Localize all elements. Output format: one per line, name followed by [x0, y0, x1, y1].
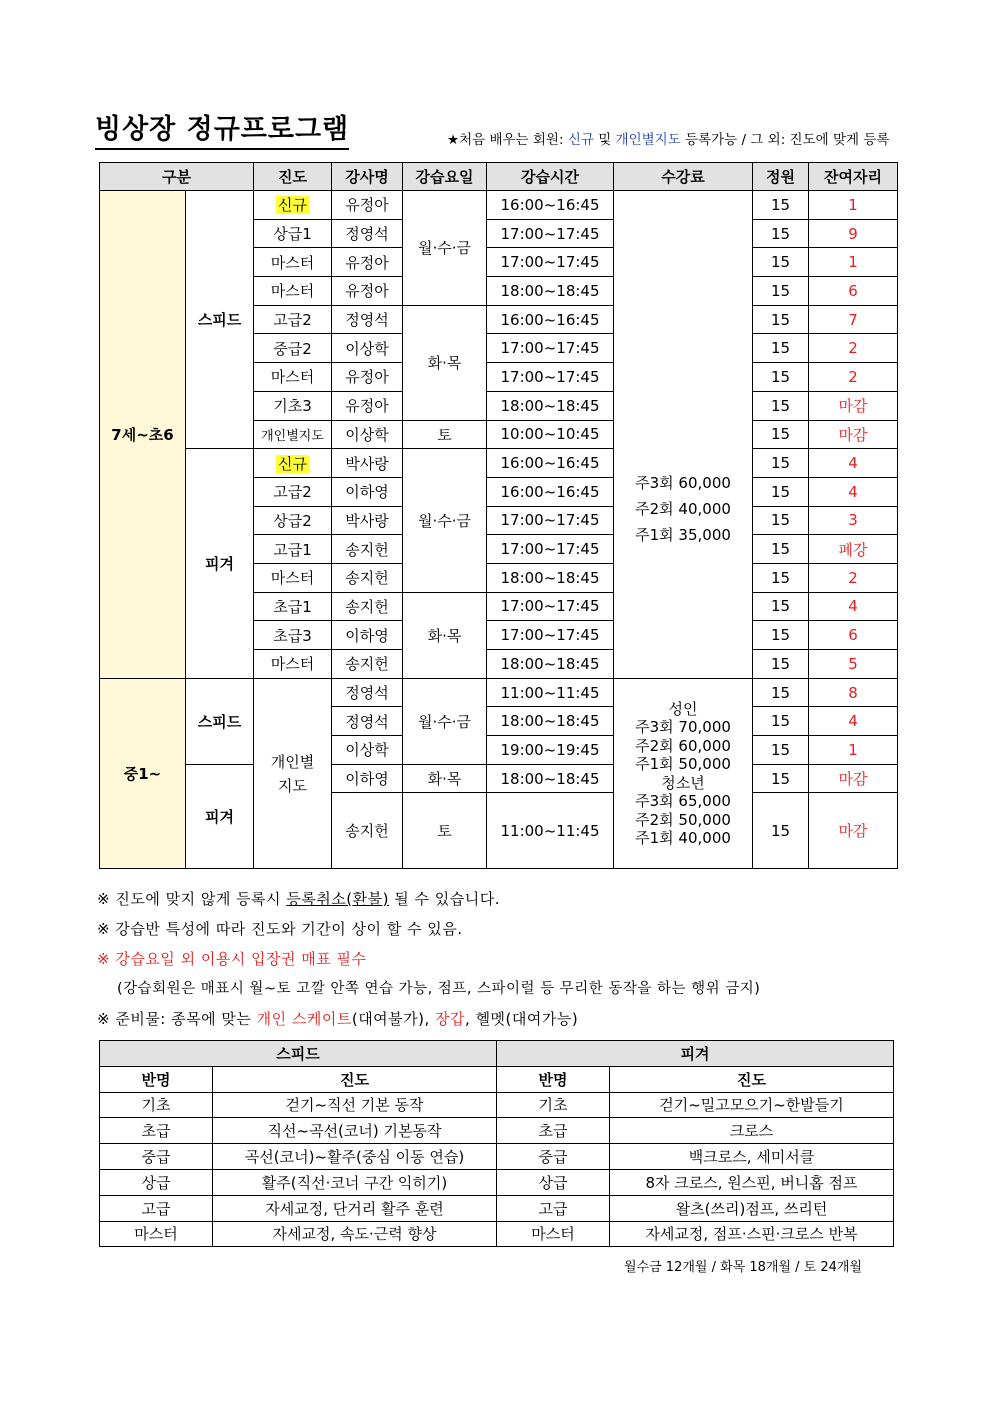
header-teacher: 강사명 [332, 163, 403, 191]
table-header [100, 163, 898, 191]
days-cell: 월·수·금 [403, 191, 487, 306]
time-cell: 18:00~18:45 [487, 563, 614, 592]
note-suffix: 등록가능 / 그 외: 진도에 맞게 등록 [680, 132, 890, 148]
speed-desc: 곡선(코너)~활주(중심 이동 연습) [213, 1144, 497, 1170]
group-figure: 피겨 [186, 449, 254, 679]
remaining-cell: 6 [809, 621, 898, 650]
capacity-cell: 15 [753, 305, 809, 334]
teacher-cell: 송지헌 [332, 592, 403, 621]
note-line [97, 884, 760, 914]
teacher-cell: 정영석 [332, 305, 403, 334]
teacher-cell: 이하영 [332, 764, 403, 793]
table-row [100, 678, 898, 707]
capacity-cell: 15 [753, 334, 809, 363]
teacher-cell: 이상학 [332, 334, 403, 363]
days-cell: 토 [403, 420, 487, 449]
speed-title: 스피드 [100, 1041, 497, 1067]
remaining-cell: 2 [809, 563, 898, 592]
remaining-cell: 4 [809, 449, 898, 478]
header-category: 구분 [100, 163, 254, 191]
days-cell: 월·수·금 [403, 678, 487, 764]
table-row [100, 1169, 894, 1195]
time-cell: 11:00~11:45 [487, 793, 614, 869]
capacity-cell: 15 [753, 391, 809, 420]
group-speed: 스피드 [186, 191, 254, 449]
class-name: 상급 [497, 1169, 610, 1195]
teacher-cell: 유정아 [332, 248, 403, 277]
class-name: 중급 [100, 1144, 213, 1170]
teacher-cell: 송지헌 [332, 650, 403, 679]
level-cell: 상급1 [254, 219, 332, 248]
new-level-highlight: 신규 [278, 196, 307, 215]
fee-youth-title: 청소년 [661, 773, 705, 792]
header-fee: 수강료 [614, 163, 753, 191]
time-cell: 16:00~16:45 [487, 305, 614, 334]
class-name: 초급 [100, 1118, 213, 1144]
table-row [100, 1195, 894, 1221]
capacity-cell: 15 [753, 650, 809, 679]
capacity-cell: 15 [753, 793, 809, 869]
fee-line: 주3회 70,000 [635, 718, 731, 737]
days-cell: 화·목 [403, 764, 487, 793]
remaining-cell: 4 [809, 477, 898, 506]
header-remaining: 잔여자리 [809, 163, 898, 191]
time-cell: 17:00~17:45 [487, 334, 614, 363]
time-cell: 17:00~17:45 [487, 592, 614, 621]
level-cell: 중급2 [254, 334, 332, 363]
time-cell: 19:00~19:45 [487, 736, 614, 765]
time-cell: 17:00~17:45 [487, 219, 614, 248]
capacity-cell: 15 [753, 592, 809, 621]
days-cell: 화·목 [403, 305, 487, 420]
capacity-cell: 15 [753, 621, 809, 650]
table-row [100, 191, 898, 220]
col-level: 진도 [213, 1066, 497, 1092]
level-cell: 초급1 [254, 592, 332, 621]
figure-desc: 자세교정, 점프·스핀·크로스 반복 [610, 1221, 894, 1247]
teacher-cell: 박사랑 [332, 506, 403, 535]
speed-desc: 직선~곡선(코너) 기본동작 [213, 1118, 497, 1144]
class-name: 초급 [497, 1118, 610, 1144]
note-text: 될 수 있습니다. [388, 890, 500, 908]
fee-adult [614, 678, 753, 869]
class-name: 마스터 [100, 1221, 213, 1247]
fee-line: 주3회 60,000 [635, 474, 731, 493]
table-row [100, 1118, 894, 1144]
remaining-cell: 8 [809, 678, 898, 707]
time-cell: 17:00~17:45 [487, 248, 614, 277]
capacity-cell: 15 [753, 707, 809, 736]
capacity-cell: 15 [753, 277, 809, 306]
teacher-cell: 유정아 [332, 363, 403, 392]
level-cell [254, 191, 332, 220]
remaining-cell: 폐강 [809, 535, 898, 564]
time-cell: 18:00~18:45 [487, 277, 614, 306]
capacity-cell: 15 [753, 363, 809, 392]
level-cell: 고급1 [254, 535, 332, 564]
fee-line: 주1회 35,000 [635, 526, 731, 545]
time-cell: 10:00~10:45 [487, 420, 614, 449]
days-cell: 토 [403, 793, 487, 869]
time-cell: 16:00~16:45 [487, 449, 614, 478]
header-time: 강습시간 [487, 163, 614, 191]
time-cell: 11:00~11:45 [487, 678, 614, 707]
teacher-cell: 이하영 [332, 621, 403, 650]
remaining-cell: 3 [809, 506, 898, 535]
class-name: 상급 [100, 1169, 213, 1195]
remaining-cell: 4 [809, 707, 898, 736]
note-text: , 헬멧(대여가능) [465, 1010, 579, 1028]
level-cell: 고급2 [254, 477, 332, 506]
level-cell: 상급2 [254, 506, 332, 535]
fee-adult-title: 성인 [668, 699, 698, 718]
table-row [100, 1221, 894, 1247]
class-name: 중급 [497, 1144, 610, 1170]
registration-note [447, 128, 889, 148]
table-row [100, 764, 898, 793]
capacity-cell: 15 [753, 477, 809, 506]
speed-desc: 활주(직선·코너 구간 익히기) [213, 1169, 497, 1195]
time-cell: 16:00~16:45 [487, 191, 614, 220]
level-cell: 기초3 [254, 391, 332, 420]
time-cell: 18:00~18:45 [487, 650, 614, 679]
fee-line: 주2회 60,000 [635, 736, 731, 755]
header-level: 진도 [254, 163, 332, 191]
fee-line: 주1회 50,000 [635, 755, 731, 774]
table-row [100, 1092, 894, 1118]
figure-desc: 백크로스, 세미서클 [610, 1144, 894, 1170]
teacher-cell: 송지헌 [332, 535, 403, 564]
capacity-cell: 15 [753, 736, 809, 765]
class-name: 마스터 [497, 1221, 610, 1247]
notes [97, 884, 760, 1034]
remaining-cell: 4 [809, 592, 898, 621]
days-cell: 월·수·금 [403, 449, 487, 592]
speed-desc: 자세교정, 단거리 활주 훈련 [213, 1195, 497, 1221]
remaining-cell: 6 [809, 277, 898, 306]
note-new: 신규 [567, 132, 594, 148]
level-table [99, 1040, 894, 1247]
note-skate: 개인 스케이트 [256, 1010, 352, 1028]
group-speed: 스피드 [186, 678, 254, 764]
remaining-cell: 2 [809, 363, 898, 392]
time-cell: 17:00~17:45 [487, 363, 614, 392]
figure-title: 피겨 [497, 1041, 894, 1067]
figure-desc: 8자 크로스, 원스핀, 버니홉 점프 [610, 1169, 894, 1195]
class-name: 고급 [497, 1195, 610, 1221]
time-cell: 17:00~17:45 [487, 535, 614, 564]
capacity-cell: 15 [753, 248, 809, 277]
level-cell: 마스터 [254, 563, 332, 592]
duration-footer: 월수금 12개월 / 화목 18개월 / 토 24개월 [624, 1260, 863, 1275]
col-level: 진도 [610, 1066, 894, 1092]
time-cell: 17:00~17:45 [487, 506, 614, 535]
teacher-cell: 정영석 [332, 219, 403, 248]
capacity-cell: 15 [753, 191, 809, 220]
col-class: 반명 [497, 1066, 610, 1092]
header-capacity: 정원 [753, 163, 809, 191]
class-name: 기초 [497, 1092, 610, 1118]
figure-desc: 걷기~밀고모으기~한발들기 [610, 1092, 894, 1118]
days-cell: 화·목 [403, 592, 487, 678]
note-refund: 등록취소(환불) [286, 890, 389, 908]
class-name: 기초 [100, 1092, 213, 1118]
teacher-cell: 송지헌 [332, 563, 403, 592]
capacity-cell: 15 [753, 449, 809, 478]
fee-kids [614, 191, 753, 679]
speed-desc: 자세교정, 속도·근력 향상 [213, 1221, 497, 1247]
col-class: 반명 [100, 1066, 213, 1092]
note-personal: 개인별지도 [615, 132, 681, 148]
capacity-cell: 15 [753, 420, 809, 449]
note-prefix: ★처음 배우는 회원: [447, 132, 568, 148]
personal-level: 개인별 지도 [254, 678, 332, 869]
remaining-cell: 2 [809, 334, 898, 363]
remaining-cell: 1 [809, 736, 898, 765]
table-row [100, 1144, 894, 1170]
time-cell: 18:00~18:45 [487, 391, 614, 420]
remaining-cell: 마감 [809, 420, 898, 449]
remaining-cell: 5 [809, 650, 898, 679]
note-gloves: 장갑 [435, 1010, 466, 1028]
speed-desc: 걷기~직선 기본 동작 [213, 1092, 497, 1118]
page-title: 빙상장 정규프로그램 [95, 112, 349, 150]
note-line [97, 1004, 760, 1034]
time-cell: 16:00~16:45 [487, 477, 614, 506]
remaining-cell: 마감 [809, 793, 898, 869]
fee-line: 주2회 50,000 [635, 810, 731, 829]
capacity-cell: 15 [753, 506, 809, 535]
level-table-header [100, 1066, 894, 1092]
time-cell: 18:00~18:45 [487, 707, 614, 736]
teacher-cell: 이상학 [332, 420, 403, 449]
teacher-cell: 유정아 [332, 191, 403, 220]
remaining-cell: 1 [809, 191, 898, 220]
teacher-cell: 박사랑 [332, 449, 403, 478]
remaining-cell: 마감 [809, 764, 898, 793]
header-days: 강습요일 [403, 163, 487, 191]
fee-line: 주2회 40,000 [635, 500, 731, 519]
level-cell: 고급2 [254, 305, 332, 334]
figure-desc: 왈츠(쓰리)점프, 쓰리턴 [610, 1195, 894, 1221]
table-row [100, 449, 898, 478]
teacher-cell: 이하영 [332, 477, 403, 506]
time-cell: 18:00~18:45 [487, 764, 614, 793]
note-line: (강습회원은 매표시 월~토 고깔 안쪽 연습 가능, 점프, 스파이럴 등 무리한 동작을 하는 행위 금지) [117, 981, 761, 997]
note-and: 및 [593, 132, 616, 148]
fee-line: 주3회 65,000 [635, 792, 731, 811]
teacher-cell: 유정아 [332, 391, 403, 420]
teacher-cell: 이상학 [332, 736, 403, 765]
remaining-cell: 9 [809, 219, 898, 248]
note-text: (대여불가), [351, 1010, 436, 1028]
capacity-cell: 15 [753, 219, 809, 248]
group-kids: 7세~초6 [100, 191, 186, 679]
note-text: ※ 준비물: 종목에 맞는 [97, 1010, 257, 1028]
group-figure: 피겨 [186, 764, 254, 869]
capacity-cell: 15 [753, 764, 809, 793]
class-name: 고급 [100, 1195, 213, 1221]
time-cell: 17:00~17:45 [487, 621, 614, 650]
capacity-cell: 15 [753, 563, 809, 592]
new-level-highlight: 신규 [278, 454, 307, 473]
teacher-cell: 정영석 [332, 707, 403, 736]
level-cell: 개인별지도 [254, 420, 332, 449]
remaining-cell: 마감 [809, 391, 898, 420]
level-cell: 마스터 [254, 650, 332, 679]
teacher-cell: 송지헌 [332, 793, 403, 869]
note-line: ※ 강습요일 외 이용시 입장권 매표 필수 [97, 950, 367, 968]
schedule-table [99, 162, 898, 869]
note-line: ※ 강습반 특성에 따라 진도와 기간이 상이 할 수 있음. [97, 920, 463, 938]
level-cell: 마스터 [254, 248, 332, 277]
figure-desc: 크로스 [610, 1118, 894, 1144]
level-cell [254, 449, 332, 478]
level-cell: 초급3 [254, 621, 332, 650]
level-cell: 마스터 [254, 363, 332, 392]
group-middle: 중1~ [100, 678, 186, 869]
level-cell: 마스터 [254, 277, 332, 306]
note-text: ※ 진도에 맞지 않게 등록시 [97, 890, 287, 908]
level-table-title-row [100, 1041, 894, 1067]
fee-line: 주1회 40,000 [635, 829, 731, 848]
capacity-cell: 15 [753, 678, 809, 707]
teacher-cell: 정영석 [332, 678, 403, 707]
teacher-cell: 유정아 [332, 277, 403, 306]
capacity-cell: 15 [753, 535, 809, 564]
remaining-cell: 7 [809, 305, 898, 334]
remaining-cell: 1 [809, 248, 898, 277]
